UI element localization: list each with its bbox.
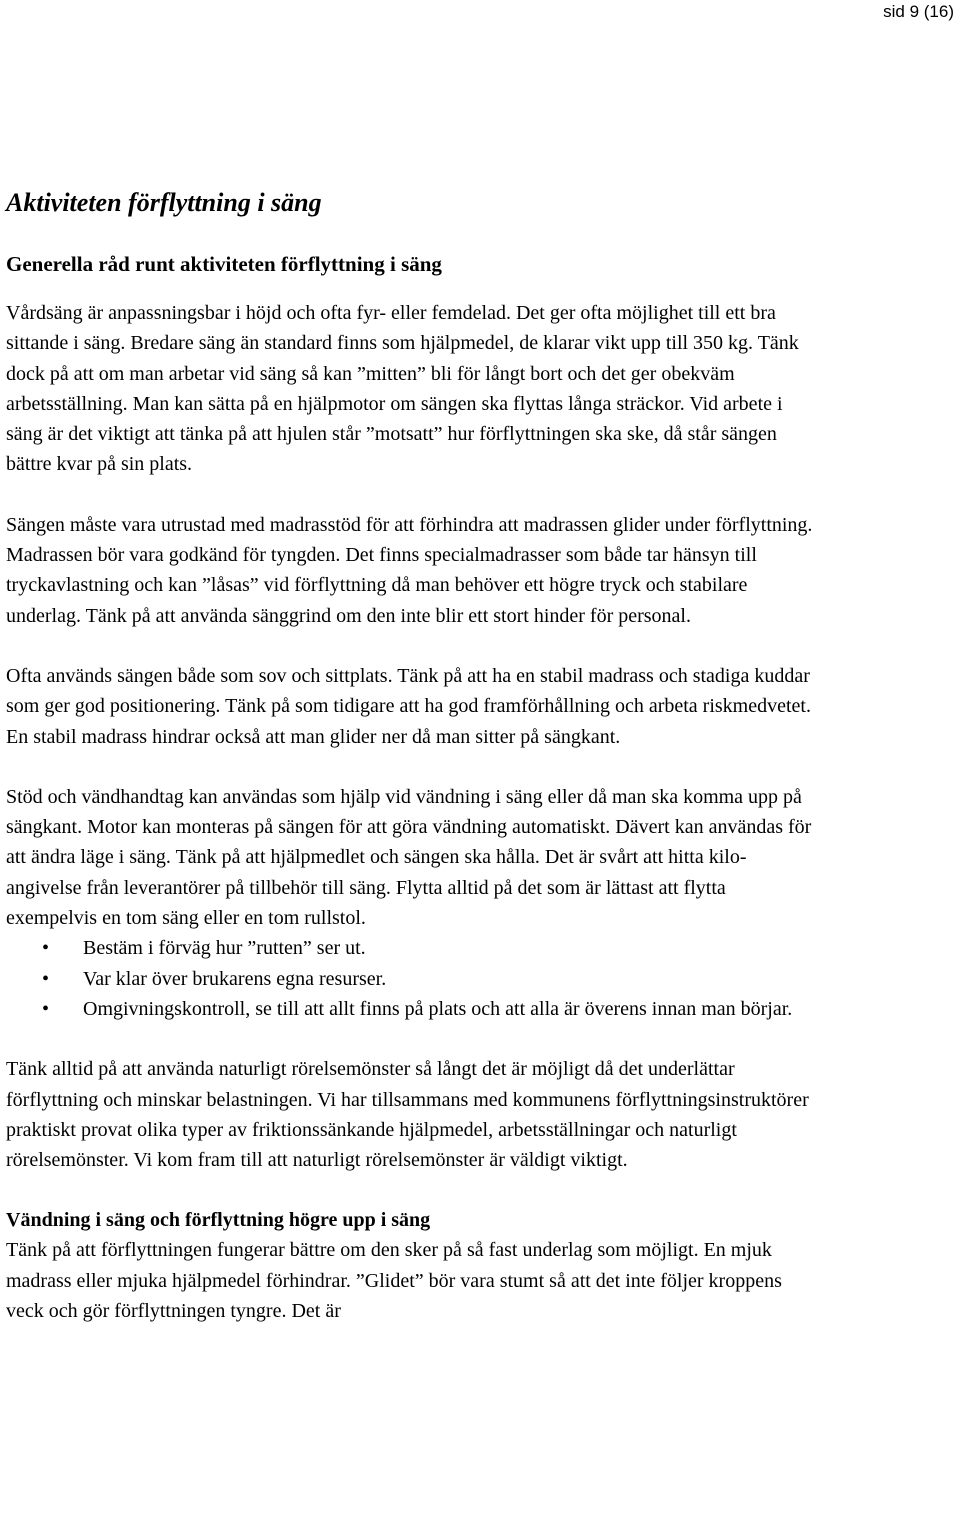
list-item bbox=[6, 933, 816, 963]
page-number: sid 9 (16) bbox=[883, 2, 954, 21]
paragraph-bed-adjustability: Vårdsäng är anpassningsbar i höjd och ofta fyr- eller femdelad. Det ger ofta möjlighet till ett bra sittande i säng. Bredare säng än standard finns som hjälpmedel, de klarar vikt upp till 350 kg. Tänk dock på att om man arbetar vid säng så kan ”mitten” bli för långt bort och det ger obekväm arbetsställning. Man kan sätta på en hjälpmotor om sängen ska flyttas långa sträckor. Vid arbete i säng är det viktigt att tänka på att hjulen står ”motsatt” hur förflyttningen ska ske, då står sängen bättre kvar på sin plats. bbox=[6, 302, 799, 476]
bullet-icon: • bbox=[42, 937, 50, 960]
paragraph-mattress-support: Sängen måste vara utrustad med madrasstöd för att förhindra att madrassen glider under förflyttning. Madrassen bör vara godkänd för tyngden. Det finns specialmadrasser som både tar hänsyn till tryckavlastning och kan ”låsas” vid förflyttning då man behöver ett högre tryck och stabilare underlag. Tänk på att använda sänggrind om den inte blir ett stort hinder för personal. bbox=[6, 513, 813, 627]
checklist bbox=[6, 933, 816, 1024]
paragraph-firm-surface: Tänk på att förflyttningen fungerar bättre om den sker på så fast underlag som möjligt. En mjuk madrass eller mjuka hjälpmedel förhindrar. ”Glidet” bör vara stumt så att det inte följer kroppens veck och gör förflyttningen tyngre. Det är bbox=[6, 1239, 782, 1323]
list-item-text: Omgivningskontroll, se till att allt finns på plats och att alla är överens innan man börjar. bbox=[83, 997, 793, 1020]
section-heading-general-advice: Generella råd runt aktiviteten förflyttning i säng bbox=[6, 252, 442, 276]
list-item bbox=[6, 994, 816, 1024]
document-body bbox=[6, 186, 816, 1326]
document-title: Aktiviteten förflyttning i säng bbox=[6, 188, 322, 217]
paragraph-support-handles: Stöd och vändhandtag kan användas som hjälp vid vändning i säng eller då man ska komma upp på sängkant. Motor kan monteras på sängen för att göra vändning automatiskt. Dävert kan användas för att ändra läge i säng. Tänk på att hjälpmedlet och sängen ska hålla. Det är svårt att hitta kilo-angivelse från leverantörer på tillbehör till säng. Flytta alltid på det som är lättast att flytta exempelvis en tom säng eller en tom rullstol. bbox=[6, 785, 812, 930]
list-item bbox=[6, 964, 816, 994]
list-item-text: Var klar över brukarens egna resurser. bbox=[83, 967, 387, 990]
paragraph-natural-movement: Tänk alltid på att använda naturligt rörelsemönster så långt det är möjligt då det underlättar förflyttning och minskar belastningen. Vi har tillsammans med kommunens förflyttningsinstruktörer praktiskt provat olika typer av friktionssänkande hjälpmedel, arbetsställningar och naturligt rörelsemönster. Vi kom fram till att naturligt rörelsemönster är väldigt viktigt. bbox=[6, 1058, 809, 1172]
bullet-icon: • bbox=[42, 997, 50, 1020]
bullet-icon: • bbox=[42, 967, 50, 990]
list-item-text: Bestäm i förväg hur ”rutten” ser ut. bbox=[83, 937, 366, 960]
paragraph-sleep-and-seat: Ofta används sängen både som sov och sittplats. Tänk på att ha en stabil madrass och stadiga kuddar som ger god positionering. Tänk på som tidigare att ha god framförhållning och arbeta riskmedvetet. En stabil madrass hindrar också att man glider ner då man sitter på sängkant. bbox=[6, 664, 811, 748]
section-heading-turning-in-bed: Vändning i säng och förflyttning högre upp i säng bbox=[6, 1209, 431, 1232]
